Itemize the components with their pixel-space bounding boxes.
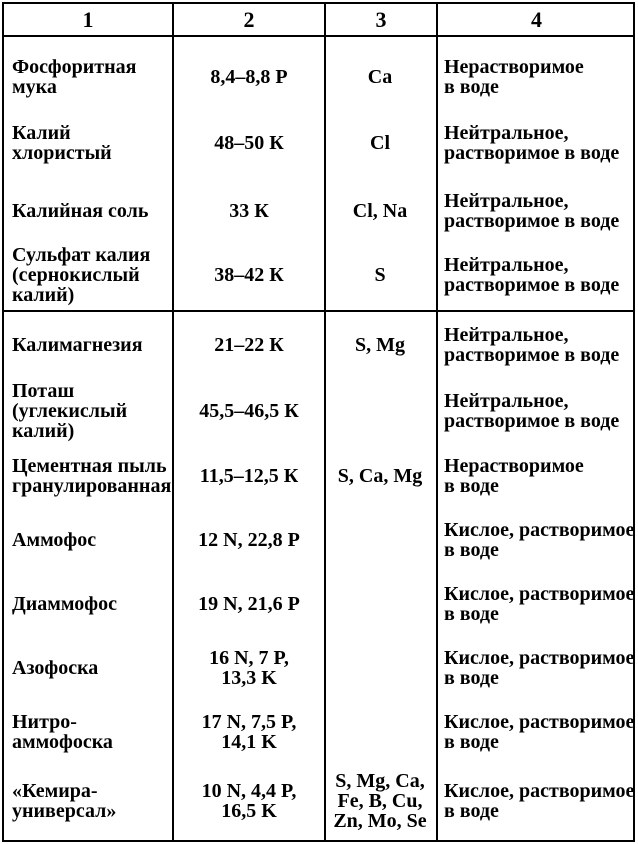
row-name-text: Калийная соль (12, 200, 149, 222)
row-name-text: Нитро- (12, 711, 77, 733)
properties-text: Кислое, растворимое (444, 711, 635, 733)
properties-text: в воде (444, 667, 499, 689)
properties-text: в воде (444, 76, 499, 98)
row-name-cell (12, 316, 172, 374)
nutrient-content-text: 38–42 К (214, 264, 284, 286)
extra-elements-text: S, Mg, Ca, (335, 770, 425, 792)
extra-elements-text: Zn, Mo, Se (333, 810, 427, 832)
row-name-text: «Кемира- (12, 780, 98, 802)
nutrient-content-text: 33 К (229, 200, 269, 222)
properties-text: растворимое в воде (444, 344, 620, 366)
extra-elements-cell (326, 512, 434, 568)
row-name-text: универсал» (12, 800, 117, 822)
row-name-text: Фосфоритная (12, 56, 137, 78)
extra-elements-cell (326, 114, 434, 172)
properties-text: Нейтральное, (444, 390, 569, 412)
properties-text: растворимое в воде (444, 142, 620, 164)
properties-text: растворимое в воде (444, 274, 620, 296)
extra-elements-cell (326, 704, 434, 760)
row-name-text: гранулированная (12, 475, 172, 497)
row-name-text: Диаммофос (12, 593, 117, 615)
nutrient-content-text: 45,5–46,5 К (199, 400, 299, 422)
nutrient-content-text: 48–50 К (214, 132, 284, 154)
extra-elements-text: S, Mg (355, 334, 405, 356)
extra-elements-text: Cl (370, 132, 390, 154)
row-name-cell (12, 576, 172, 632)
extra-elements-cell (326, 450, 434, 502)
properties-cell (444, 184, 634, 238)
header-col-2: 2 (243, 6, 255, 32)
row-name-text: Калимагнезия (12, 334, 143, 356)
nutrient-content-cell (174, 512, 324, 568)
nutrient-content-cell (174, 184, 324, 238)
extra-elements-cell (326, 376, 434, 446)
properties-text: Кислое, растворимое (444, 647, 635, 669)
properties-cell (444, 450, 634, 502)
properties-cell (444, 704, 634, 760)
row-name-text: Азофоска (12, 657, 99, 679)
row-name-text: хлористый (12, 142, 112, 164)
nutrient-content-cell (174, 114, 324, 172)
row-name-text: Поташ (12, 380, 75, 402)
properties-text: в воде (444, 731, 499, 753)
nutrient-content-text: 17 N, 7,5 P, (201, 711, 297, 733)
properties-text: Нерастворимое (444, 455, 584, 477)
properties-text: растворимое в воде (444, 410, 620, 432)
nutrient-content-cell (174, 316, 324, 374)
row-name-text: Калий (12, 122, 71, 144)
extra-elements-cell (326, 184, 434, 238)
nutrient-content-cell (174, 46, 324, 108)
properties-cell (444, 46, 634, 108)
extra-elements-text: Cl, Na (352, 200, 408, 222)
row-name-cell (12, 512, 172, 568)
nutrient-content-text: 16 N, 7 P, (209, 647, 289, 669)
row-name-text: калий) (12, 420, 75, 442)
nutrient-content-cell (174, 704, 324, 760)
row-name-cell (12, 184, 172, 238)
extra-elements-cell (326, 640, 434, 696)
row-name-cell (12, 640, 172, 696)
nutrient-content-text: 16,5 K (221, 800, 277, 822)
extra-elements-cell (326, 764, 434, 838)
header-col-1: 1 (82, 6, 94, 32)
properties-text: растворимое в воде (444, 210, 620, 232)
extra-elements-cell (326, 316, 434, 374)
properties-text: в воде (444, 800, 499, 822)
nutrient-content-text: 21–22 К (214, 334, 284, 356)
properties-cell (444, 376, 634, 446)
properties-text: в воде (444, 603, 499, 625)
table-header (4, 4, 633, 37)
extra-elements-text: S (374, 264, 386, 286)
properties-text: Нейтральное, (444, 190, 569, 212)
section-divider (4, 310, 633, 312)
properties-cell (444, 242, 634, 308)
nutrient-content-text: 10 N, 4,4 P, (201, 780, 297, 802)
extra-elements-text: Fe, B, Cu, (337, 790, 423, 812)
row-name-text: Аммофос (12, 529, 97, 551)
row-name-text: аммофоска (12, 731, 113, 753)
nutrient-content-cell (174, 640, 324, 696)
properties-text: в воде (444, 539, 499, 561)
nutrient-content-text: 19 N, 21,6 P (198, 593, 300, 615)
extra-elements-cell (326, 576, 434, 632)
extra-elements-cell (326, 242, 434, 308)
properties-text: Нерастворимое (444, 56, 584, 78)
row-name-cell (12, 450, 172, 502)
properties-text: Кислое, растворимое (444, 519, 635, 541)
properties-cell (444, 764, 634, 838)
row-name-cell (12, 46, 172, 108)
fertilizer-table (2, 2, 635, 842)
extra-elements-cell (326, 46, 434, 108)
properties-text: в воде (444, 475, 499, 497)
nutrient-content-cell (174, 450, 324, 502)
nutrient-content-text: 14,1 K (221, 731, 277, 753)
nutrient-content-cell (174, 576, 324, 632)
properties-cell (444, 114, 634, 172)
row-name-cell (12, 764, 172, 838)
row-name-text: калий) (12, 284, 75, 306)
nutrient-content-cell (174, 376, 324, 446)
properties-text: Нейтральное, (444, 324, 569, 346)
row-name-cell (12, 242, 172, 308)
row-name-cell (12, 114, 172, 172)
header-col-4: 4 (531, 6, 542, 32)
properties-cell (444, 576, 634, 632)
properties-text: Кислое, растворимое (444, 583, 635, 605)
nutrient-content-text: 12 N, 22,8 P (198, 529, 300, 551)
column-divider (436, 4, 438, 840)
properties-text: Нейтральное, (444, 122, 569, 144)
row-name-text: (сернокислый (12, 264, 140, 286)
properties-cell (444, 640, 634, 696)
properties-cell (444, 316, 634, 374)
extra-elements-text: S, Ca, Mg (337, 465, 423, 487)
extra-elements-text: Ca (367, 66, 393, 88)
row-name-cell (12, 376, 172, 446)
nutrient-content-cell (174, 242, 324, 308)
nutrient-content-cell (174, 764, 324, 838)
properties-text: Нейтральное, (444, 254, 569, 276)
nutrient-content-text: 8,4–8,8 Р (210, 66, 288, 88)
nutrient-content-text: 11,5–12,5 К (199, 465, 299, 487)
row-name-text: Цементная пыль (12, 455, 167, 477)
row-name-text: Сульфат калия (12, 244, 151, 266)
properties-cell (444, 512, 634, 568)
row-name-cell (12, 704, 172, 760)
header-col-3: 3 (375, 6, 387, 32)
properties-text: Кислое, растворимое (444, 780, 635, 802)
nutrient-content-text: 13,3 K (221, 667, 277, 689)
row-name-text: (углекислый (12, 400, 128, 422)
row-name-text: мука (12, 76, 57, 98)
